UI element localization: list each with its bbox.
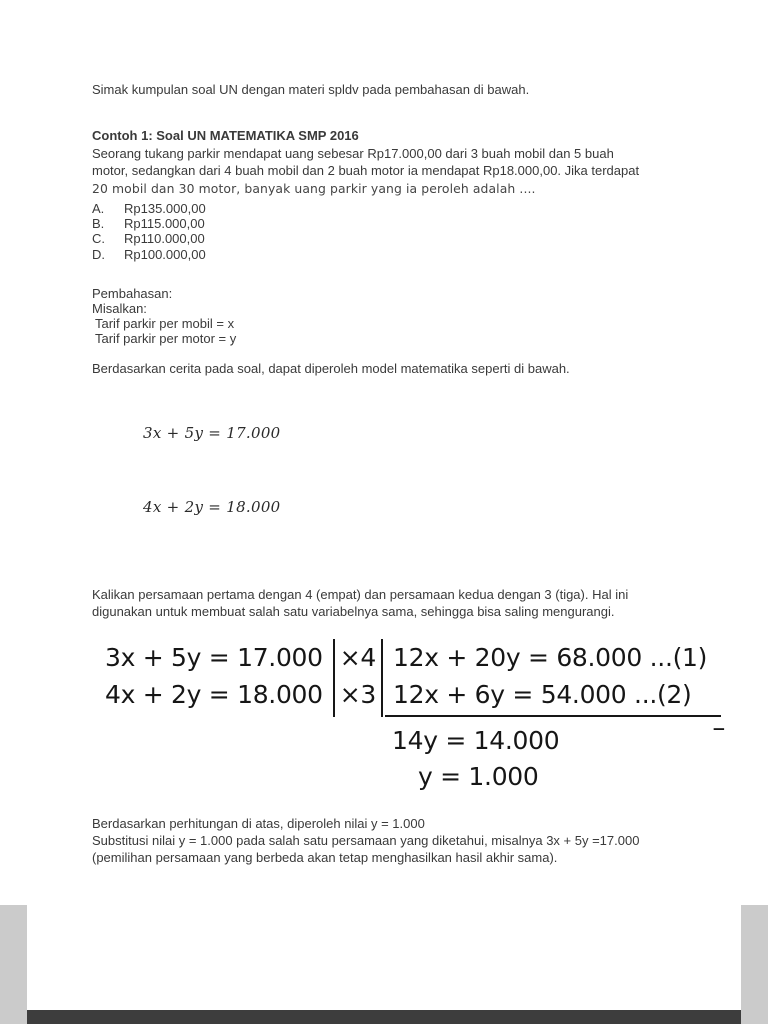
option-value: Rp115.000,00 [124,216,205,232]
problem-line: 20 mobil dan 30 motor, banyak uang parkir yang ia peroleh adalah .... [92,180,536,196]
option-label: B. [92,216,105,232]
option-value: Rp110.000,00 [124,231,205,247]
assumption-line: Tarif parkir per motor = y [95,331,237,347]
problem-line: Seorang tukang parkir mendapat uang sebesar Rp17.000,00 dari 3 buah mobil dan 5 buah [92,145,614,161]
option-row [92,216,684,231]
option-label: C. [92,231,105,247]
elimination-result-1: 14y = 14.000 [392,725,560,755]
intro-text: Simak kumpulan soal UN dengan materi spldv pada pembahasan di bawah. [92,82,530,97]
conclusion-line: Berdasarkan perhitungan di atas, diperoleh nilai y = 1.000 [92,815,425,831]
option-row [92,247,684,262]
multiply-note [92,586,684,620]
elimination-multipliers [333,639,383,717]
solution-title: Pembahasan: [92,285,173,301]
option-row [92,231,684,246]
viewer-background-right [741,905,768,1024]
equation-2: 4x + 2y = 18.000 [143,497,281,516]
multiply-note-line: Kalikan persamaan pertama dengan 4 (empat) dan persamaan kedua dengan 3 (tiga). Hal ini [92,586,629,602]
conclusion-line: (pemilihan persamaan yang berbeda akan tetap menghasilkan hasil akhir sama). [92,849,558,865]
elimination-eq-right-2: 12x + 6y = 54.000 ...(2) [393,679,692,709]
option-label: A. [92,201,105,216]
elimination-eq-left-1: 3x + 5y = 17.000 [105,642,323,672]
model-intro-text: Berdasarkan cerita pada soal, dapat diperoleh model matematika seperti di bawah. [92,360,570,376]
multiplier-1: ×4 [339,642,377,672]
problem-paragraph [92,145,684,198]
subtraction-minus-sign: – [712,712,726,743]
conclusion-line: Substitusi nilai y = 1.000 pada salah satu persamaan yang diketahui, misalnya 3x + 5y =17.000 [92,832,640,848]
equation-1: 3x + 5y = 17.000 [143,423,281,442]
elimination-work [105,639,726,794]
page-bottom-gap [27,1010,741,1024]
answer-options [92,201,684,262]
conclusion-paragraph [92,815,684,866]
multiply-note-line: digunakan untuk membuat salah satu variabelnya sama, sehingga bisa saling mengurangi. [92,603,615,619]
misalkan-label: Misalkan: [92,301,147,317]
elimination-left-column [105,639,323,717]
option-value: Rp100.000,00 [124,246,206,262]
elimination-result-2: y = 1.000 [418,761,539,791]
assumption-line: Tarif parkir per mobil = x [95,316,235,332]
viewer-background-left [0,905,27,1024]
elimination-eq-left-2: 4x + 2y = 18.000 [105,679,323,709]
option-row [92,201,684,216]
example-heading: Contoh 1: Soal UN MATEMATIKA SMP 2016 [92,128,359,143]
problem-line: motor, sedangkan dari 4 buah mobil dan 2 buah motor ia mendapat Rp18.000,00. Jika terdapat [92,163,640,178]
option-label: D. [92,246,105,262]
elimination-eq-right-1: 12x + 20y = 68.000 ...(1) [393,642,708,672]
document-page [92,82,726,866]
multiplier-2: ×3 [339,679,377,709]
option-value: Rp135.000,00 [124,201,206,216]
